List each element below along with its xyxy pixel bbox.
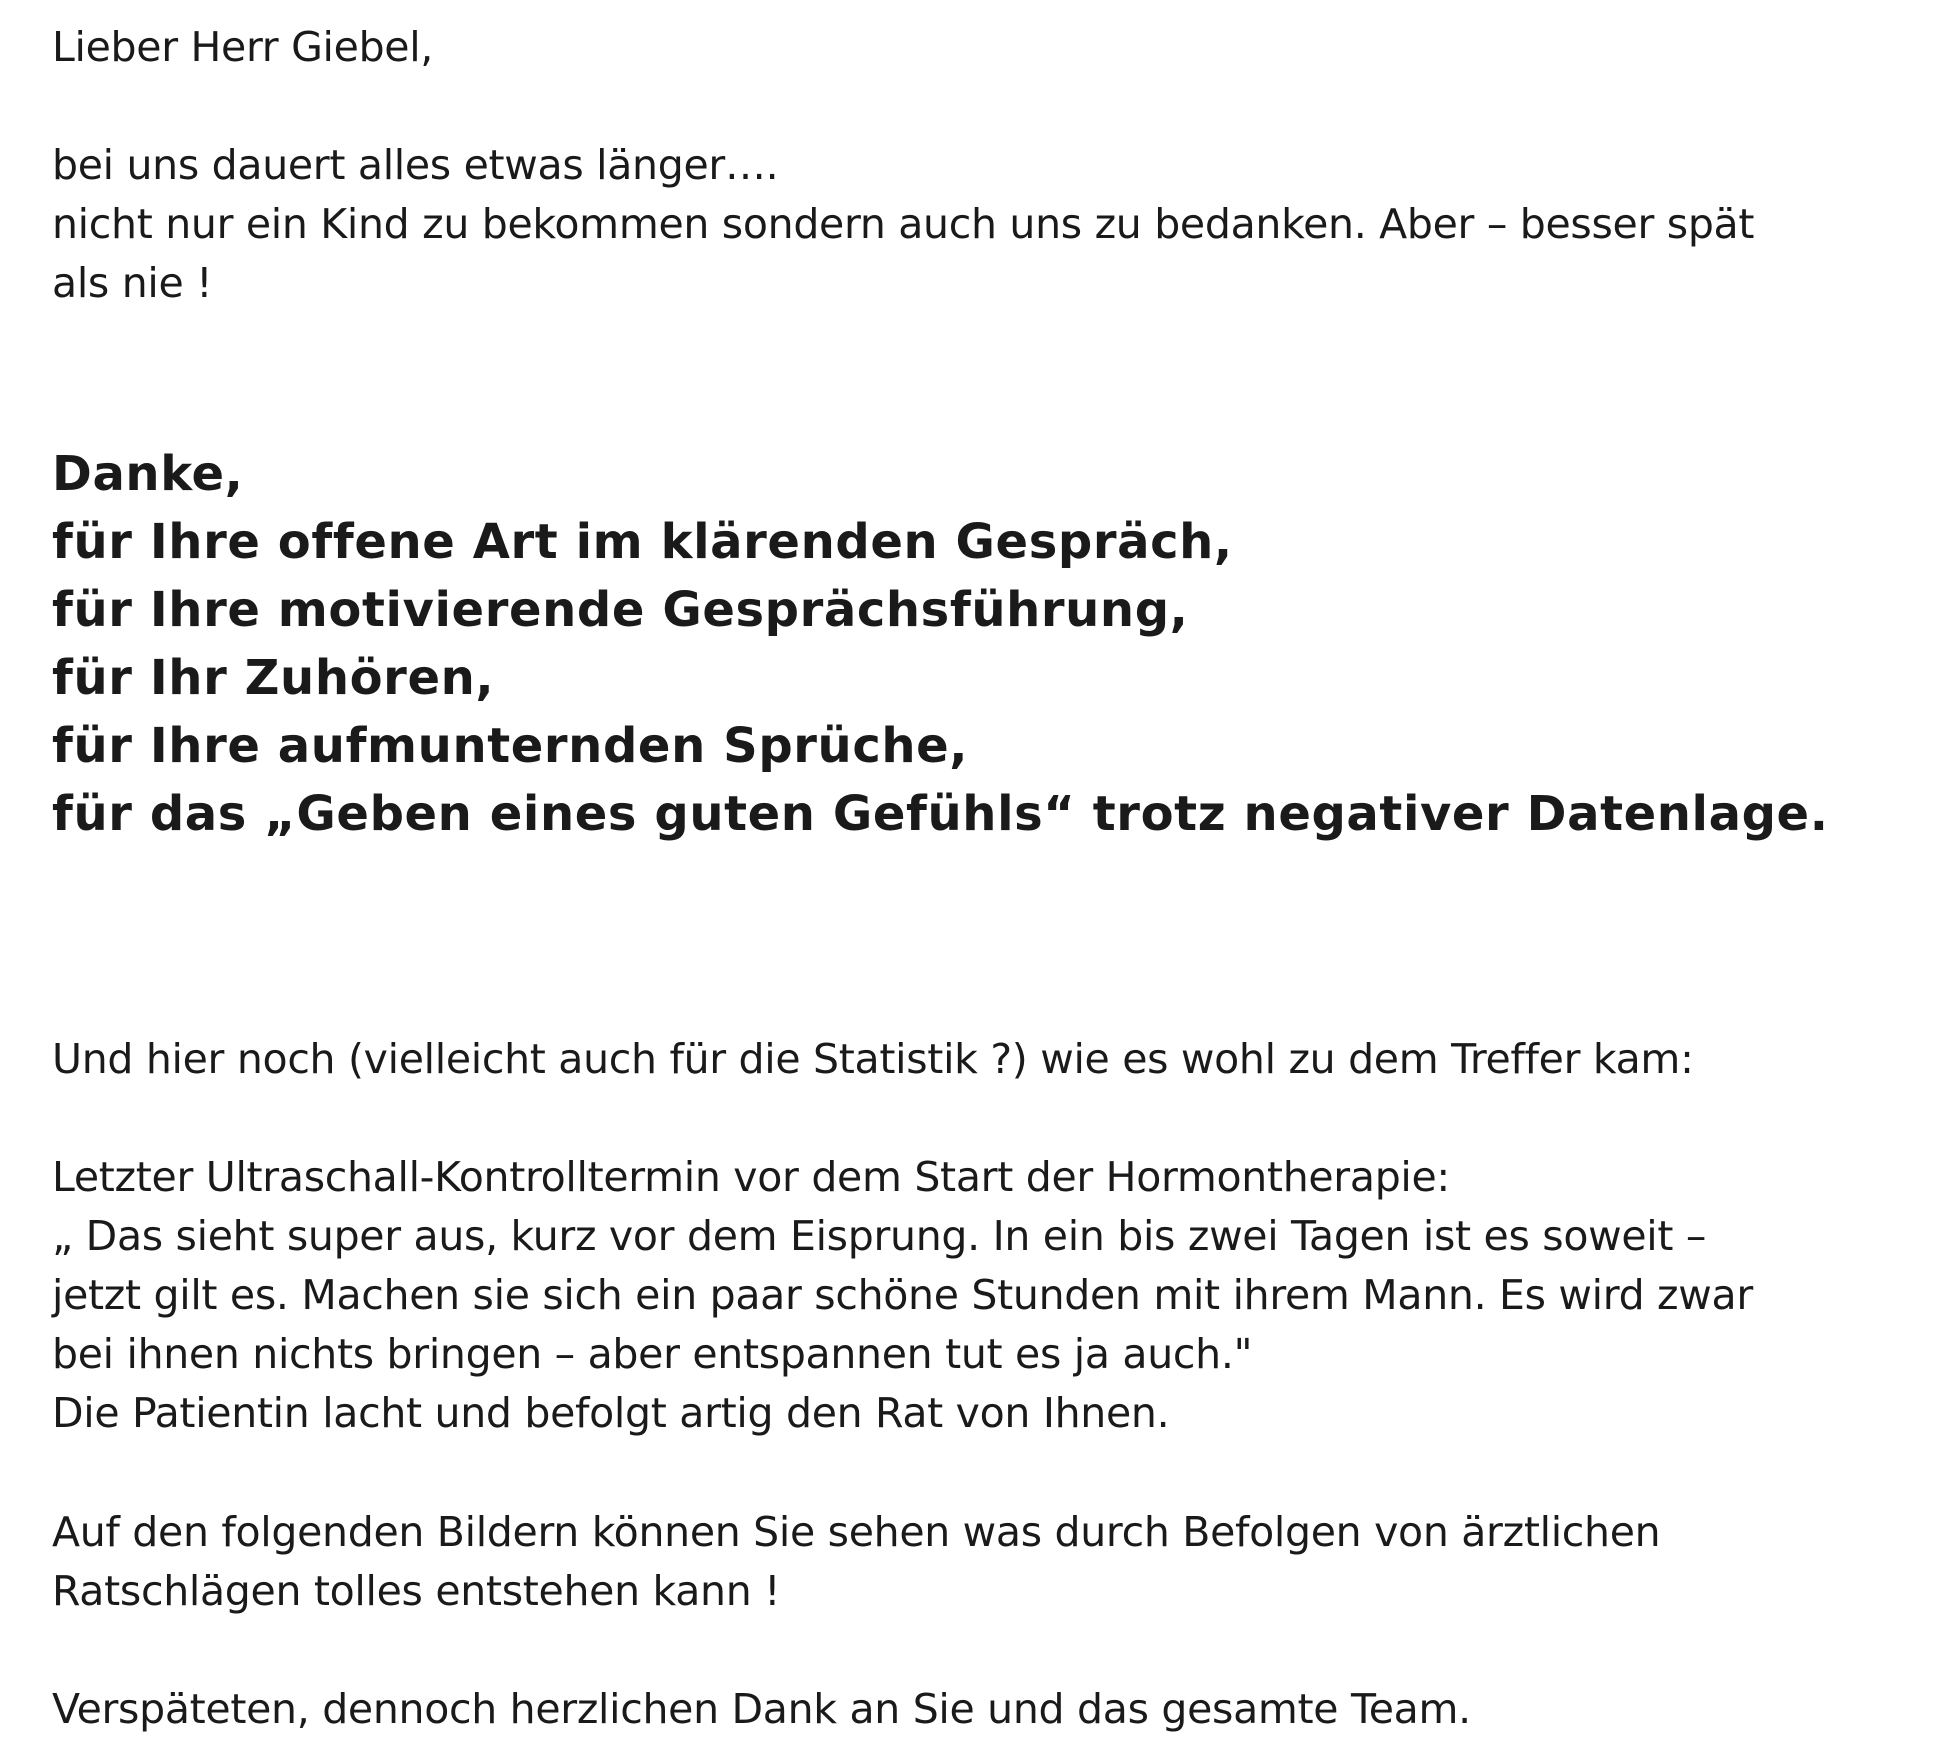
intro-line: bei uns dauert alles etwas länger…. (52, 141, 779, 189)
statistics-paragraph (52, 1030, 1694, 1089)
pictures-paragraph (52, 1503, 1660, 1621)
intro-paragraph (52, 136, 1754, 313)
statistics-line: Und hier noch (vielleicht auch für die Statistik ?) wie es wohl zu dem Treffer kam: (52, 1035, 1694, 1083)
story-line: jetzt gilt es. Machen sie sich ein paar schöne Stunden mit ihrem Mann. Es wird zwar (52, 1271, 1753, 1319)
pictures-line: Ratschlägen tolles entstehen kann ! (52, 1567, 781, 1615)
thanks-line: für Ihre motivierende Gesprächsführung, (52, 582, 1189, 638)
thanks-line: für das „Geben eines guten Gefühls“ trotz negativer Datenlage. (52, 786, 1829, 842)
closing-line: Verspäteten, dennoch herzlichen Dank an Sie und das gesamte Team. (52, 1685, 1471, 1733)
greeting (52, 18, 433, 77)
thanks-line: Danke, (52, 446, 244, 502)
story-paragraph (52, 1148, 1753, 1443)
thanks-list (52, 440, 1829, 848)
closing-paragraph (52, 1680, 1471, 1739)
intro-line: als nie ! (52, 259, 213, 307)
thanks-line: für Ihre aufmunternden Sprüche, (52, 718, 969, 774)
story-line: Die Patientin lacht und befolgt artig den Rat von Ihnen. (52, 1389, 1170, 1437)
intro-line: nicht nur ein Kind zu bekommen sondern auch uns zu bedanken. Aber – besser spät (52, 200, 1755, 248)
story-line: Letzter Ultraschall-Kontrolltermin vor dem Start der Hormontherapie: (52, 1153, 1450, 1201)
pictures-line: Auf den folgenden Bildern können Sie sehen was durch Befolgen von ärztlichen (52, 1508, 1661, 1556)
story-line: bei ihnen nichts bringen – aber entspannen tut es ja auch." (52, 1330, 1253, 1378)
thanks-line: für Ihr Zuhören, (52, 650, 495, 706)
story-line: „ Das sieht super aus, kurz vor dem Eisprung. In ein bis zwei Tagen ist es soweit – (52, 1212, 1707, 1260)
thanks-line: für Ihre offene Art im klärenden Gespräch, (52, 514, 1233, 570)
greeting-line: Lieber Herr Giebel, (52, 23, 434, 71)
